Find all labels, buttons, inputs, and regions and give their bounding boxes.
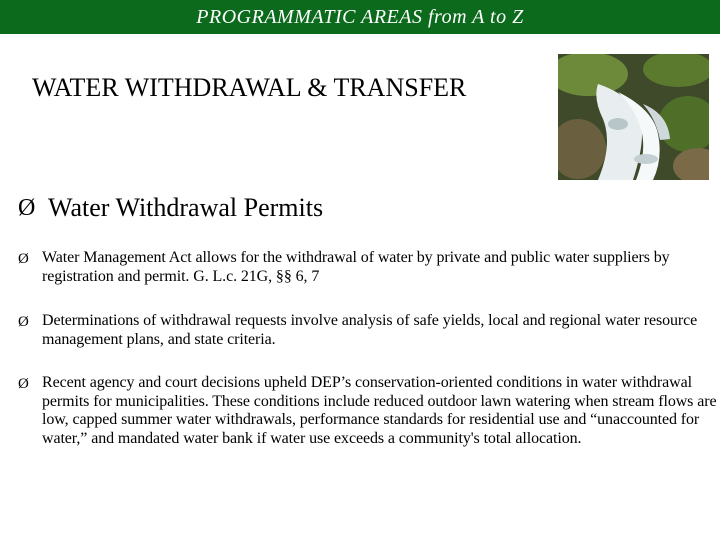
arrow-bullet-icon: Ø (18, 376, 29, 392)
sub-bullet (18, 374, 718, 448)
arrow-bullet-icon: Ø (18, 251, 29, 267)
sub-bullet-text: Recent agency and court decisions upheld DEP’s conservation-oriented conditions in water withdrawal permits for municipalities. These conditions include reduced outdoor lawn watering when stream flows are low, capped summer water withdrawals, performance standards for residential use and “unaccounted for water,” and mandated water bank if water use exceeds a community's total allocation. (42, 374, 717, 447)
main-bullet (18, 192, 323, 224)
section-title: WATER WITHDRAWAL & TRANSFER (32, 73, 467, 102)
arrow-bullet-icon: Ø (18, 314, 29, 330)
sub-bullet-text: Determinations of withdrawal requests involve analysis of safe yields, local and regional water resource management plans, and state criteria. (42, 312, 698, 348)
sub-bullet (18, 312, 718, 349)
arrow-bullet-icon: Ø (18, 194, 36, 221)
main-bullet-text: Water Withdrawal Permits (48, 193, 324, 222)
header-banner: PROGRAMMATIC AREAS from A to Z (0, 0, 720, 34)
sub-bullet-text: Water Management Act allows for the withdrawal of water by private and public water suppliers by registration and permit. G. L.c. 21G, §§ 6, 7 (42, 249, 670, 285)
stream-photo (558, 54, 709, 180)
sub-bullet (18, 249, 718, 286)
